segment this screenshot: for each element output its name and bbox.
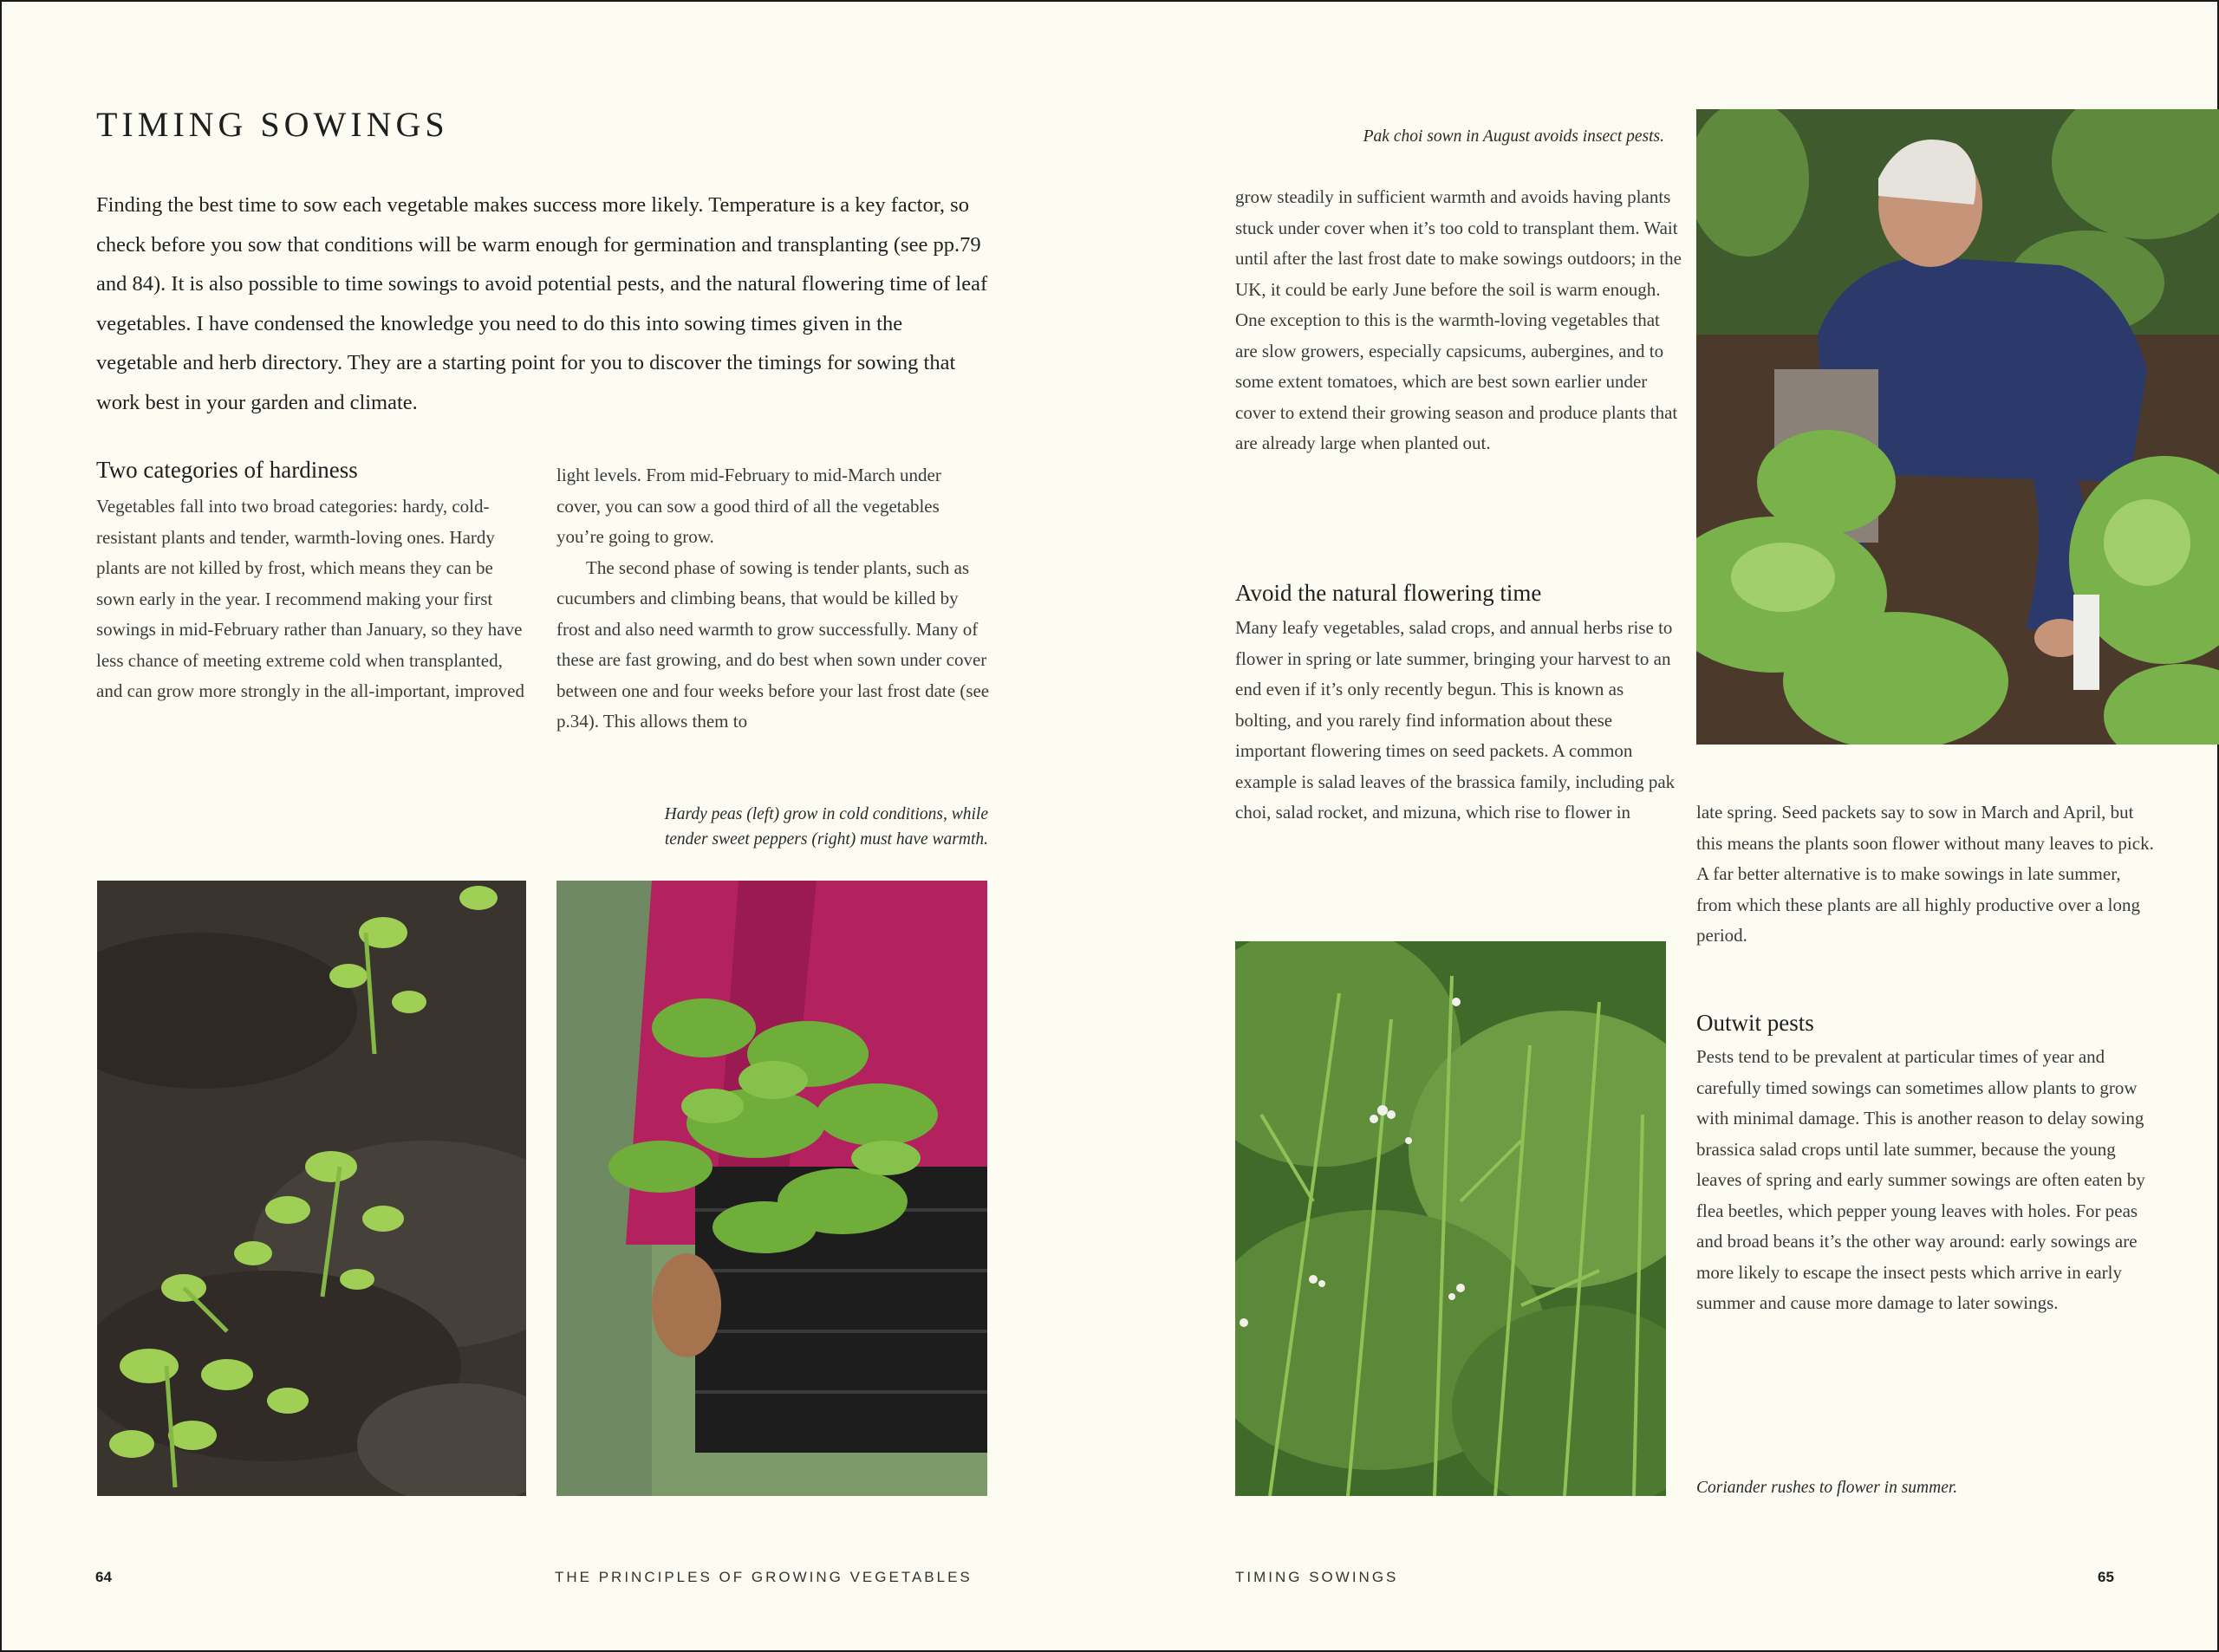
- gardener-pak-choi-photo: [1696, 109, 2219, 745]
- tender-plants-text-cont: grow steadily in sufficient warmth and avoids having plants stuck under cover when it’s too cold to transplant them. Wait until after the last frost date to make sowings outdoors; in the UK, it could be early June before the soil is warm enough. One exception to this is the warmth-loving vegetables that are slow growers, especially capsicums, aubergines, and to some extent tomatoes, which are best sown earlier under cover to extend their growing season and produce plants that are already large when planted out.: [1235, 186, 1682, 453]
- caption-coriander: Coriander rushes to flower in summer.: [1696, 1479, 1958, 1497]
- column-left-1: [96, 491, 530, 707]
- column-left-2: [556, 460, 990, 738]
- caption-peas-peppers: [522, 802, 988, 852]
- caption-line-1: Hardy peas (left) grow in cold conditions, while: [664, 805, 988, 823]
- caption-line-2: tender sweet peppers (right) must have warmth.: [664, 830, 988, 849]
- tender-plants-text: The second phase of sowing is tender plants, such as cucumbers and climbing beans, that would be killed by frost and also need warmth to grow successfully. Many of these are fast growing, and do best when sown under cover between one and four weeks before your last frost date (see p.34). This allows them to: [556, 556, 990, 732]
- pests-text: Pests tend to be prevalent at particular times of year and carefully timed sowings can sometimes allow plants to grow with minimal damage. This is another reason to delay sowing brassica salad crops until late summer, because the young leaves of spring and early summer sowings are often eaten by flea beetles, which pepper young leaves with holes. For peas and broad beans it’s the other way around: early sowings are more likely to escape the insect pests which arrive in early summer and cause more damage to later sowings.: [1696, 1046, 2145, 1313]
- heading-flowering: Avoid the natural flowering time: [1235, 580, 1542, 606]
- page-number-right: 65: [2098, 1569, 2114, 1585]
- column-right-1: [1235, 182, 1686, 459]
- page-title: TIMING SOWINGS: [96, 105, 449, 144]
- caption-pak-choi: Pak choi sown in August avoids insect pests.: [1363, 127, 1664, 146]
- page-number-left: 64: [95, 1569, 112, 1585]
- coriander-flowering-photo: [1235, 941, 1666, 1496]
- intro-paragraph: Finding the best time to sow each vegetable makes success more likely. Temperature is a key factor, so check before you sow that conditions will be warm enough for germination and transplanting (see pp.79 and 84). It is also possible to time sowings to avoid potential pests, and the natural flowering time of leaf vegetables. I have condensed the knowledge you need to do this into sowing times given in the vegetable and herb directory. They are a starting point for you to discover the timings for sowing that work best in your garden and climate.: [96, 193, 988, 414]
- flowering-text-cont: late spring. Seed packets say to sow in March and April, but this means the plants soon flower without many leaves to pick. A far better alternative is to make sowings in late summer, from which these plants are all highly productive over a long period.: [1696, 802, 2154, 946]
- pea-seedlings-photo: [97, 881, 526, 1496]
- running-title-right: TIMING SOWINGS: [1235, 1569, 1399, 1585]
- heading-hardiness: Two categories of hardiness: [96, 457, 358, 483]
- flowering-column: [1235, 613, 1677, 829]
- heading-pests: Outwit pests: [1696, 1010, 1814, 1036]
- flowering-column-cont: [1696, 797, 2156, 952]
- running-title-left: THE PRINCIPLES OF GROWING VEGETABLES: [555, 1569, 973, 1585]
- sweet-pepper-tray-photo: [556, 881, 987, 1496]
- flowering-text: Many leafy vegetables, salad crops, and annual herbs rise to flower in spring or late summer, bringing your harvest to an end even if it’s only recently begun. This is known as bolting, and you rarely find information about these important flowering times on seed packets. A common example is salad leaves of the brassica family, including pak choi, salad rocket, and mizuna, which rise to flower in: [1235, 617, 1676, 823]
- hardiness-text-cont: light levels. From mid-February to mid-March under cover, you can sow a good third of all the vegetables you’re going to grow.: [556, 465, 941, 547]
- hardiness-text: Vegetables fall into two broad categories: hardy, cold-resistant plants and tender, warmth-loving ones. Hardy plants are not killed by frost, which means they can be sown early in the year. I recommend making your first sowings in mid-February rather than January, so they have less chance of meeting extreme cold when transplanted, and can grow more strongly in the all-important, improved: [96, 496, 524, 701]
- pests-column: [1696, 1042, 2147, 1319]
